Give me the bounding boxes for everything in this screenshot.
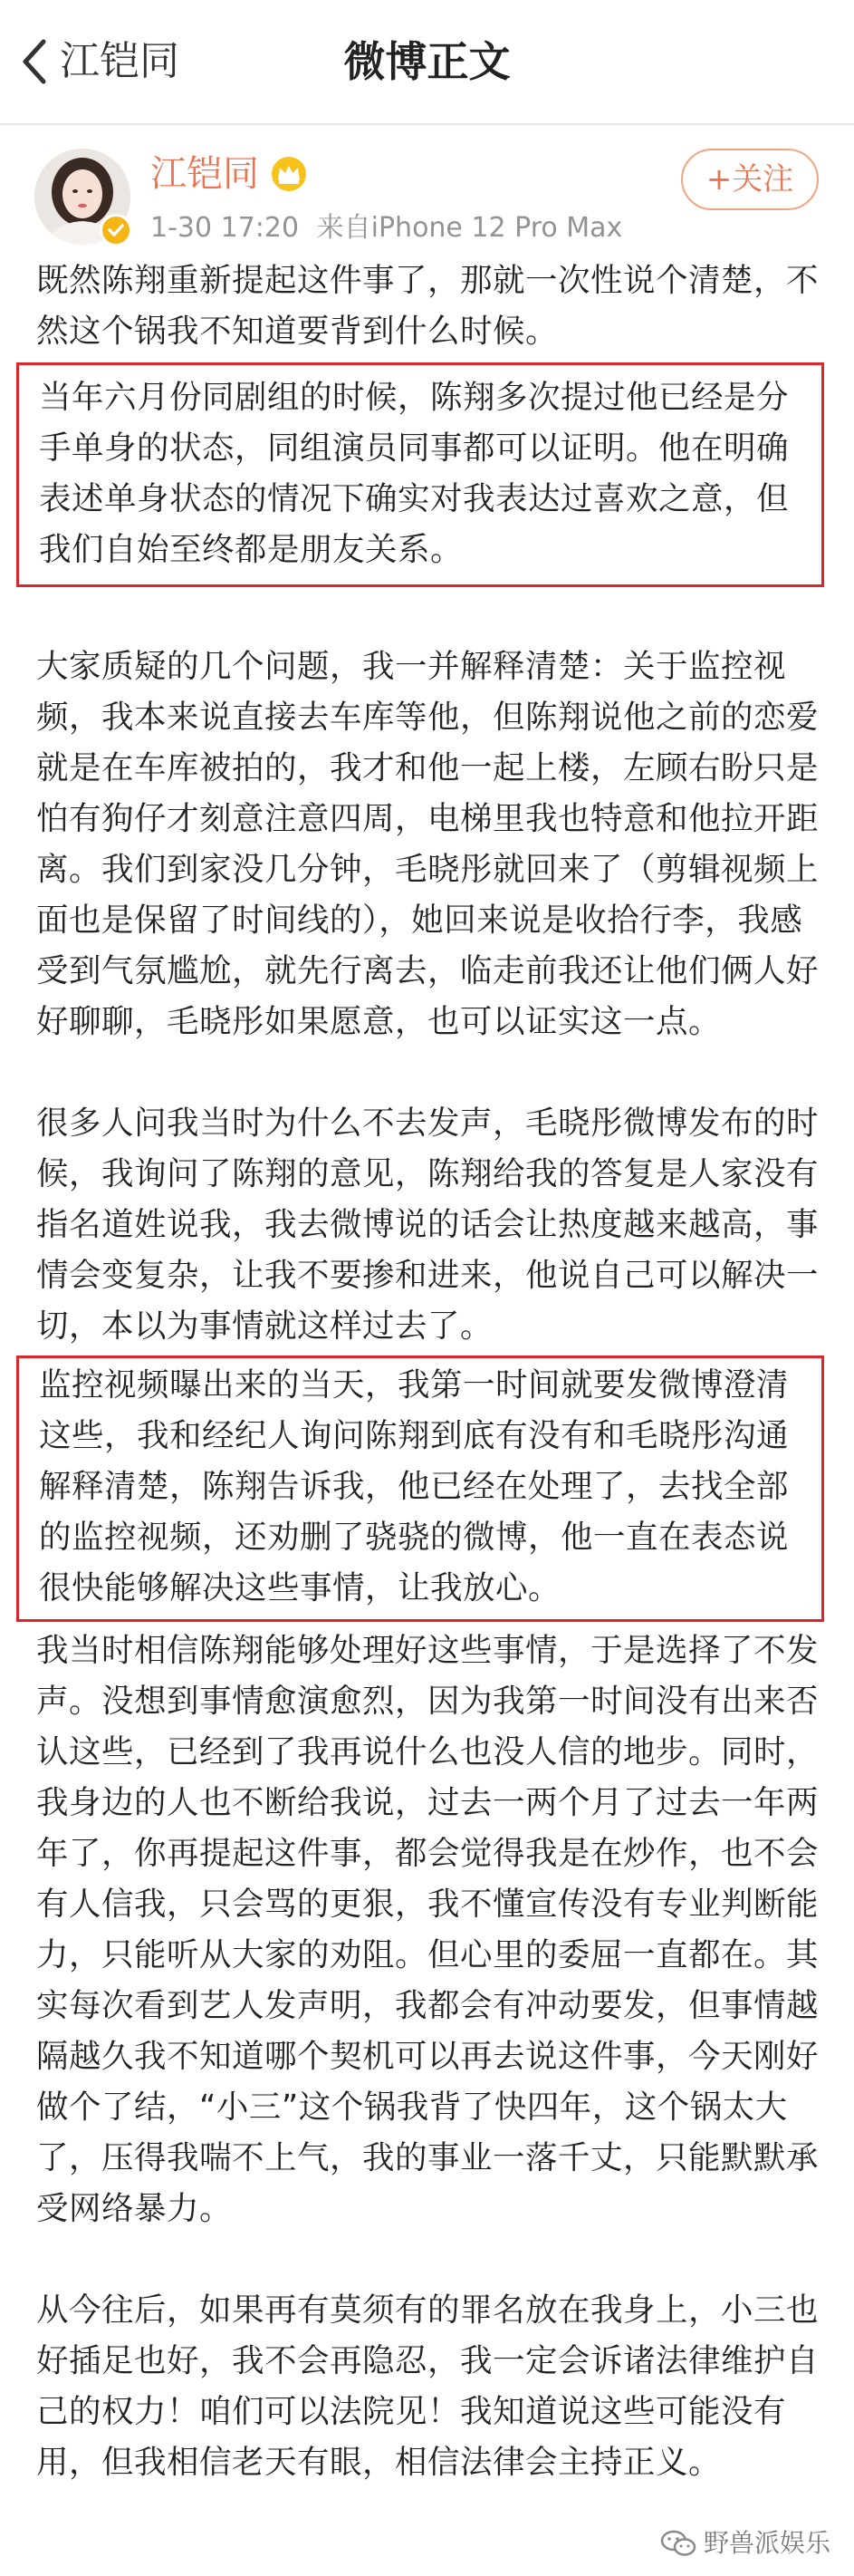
paragraph: 很多人问我当时为什么不去发声，毛晓彤微博发布的时候，我询问了陈翔的意见，陈翔给我的答复是人家没有指名道姓说我，我去微博说的话会让热度越来越高，事情会变复杂，让我不要掺和进来，他说自己可以解决一切，本以为事情就这样过去了。: [36, 1105, 820, 1345]
highlight-box: [16, 362, 824, 587]
back-label: 江铠同: [60, 38, 179, 84]
post-header: [0, 123, 854, 259]
paragraph-highlighted: 当年六月份同剧组的时候，陈翔多次提过他已经是分手单身的状态，同组演员同事都可以证明。他在明确表述单身状态的情况下确实对我表达过喜欢之意，但我们自始至终都是朋友关系。: [39, 379, 790, 568]
highlight-box: [16, 1356, 824, 1622]
paragraph: 我当时相信陈翔能够处理好这些事情，于是选择了不发声。没想到事情愈演愈烈，因为我第一时间没有出来否认这些，已经到了我再说什么也没人信的地步。同时，我身边的人也不断给我说，过去一两个月了过去一年两年了，你再提起这件事，都会觉得我是在炒作，也不会有人信我，只会骂的更狠，我不懂宣传没有专业判断能力，只能听从大家的劝阻。但心里的委屈一直都在。其实每次看到艺人发声明，我都会有冲动要发，但事情越隔越久我不知道哪个契机可以再去说这件事，今天刚好做个了结，“小三”这个锅我背了快四年，这个锅太大了，压得我喘不上气，我的事业一落千丈，只能默默承受网络暴力。: [36, 1632, 820, 2227]
paragraph: 既然陈翔重新提起这件事了，那就一次性说个清楚，不然这个锅我不知道要背到什么时候。: [36, 262, 820, 350]
post-body: [36, 256, 824, 2488]
verified-badge-icon: [100, 214, 132, 246]
wechat-icon: [660, 2529, 696, 2558]
paragraph: 从今往后，如果再有莫须有的罪名放在我身上，小三也好插足也好，我不会再隐忍，我一定会诉诸法律维护自己的权力！咱们可以法院见！我知道说这些可能没有用，但我相信老天有眼，相信法律会主持正义。: [36, 2291, 820, 2481]
post-source: 来自iPhone 12 Pro Max: [316, 212, 623, 244]
follow-button[interactable]: +关注: [681, 149, 819, 210]
author-name[interactable]: 江铠同: [150, 153, 259, 195]
watermark-text: 野兽派娱乐: [703, 2528, 830, 2558]
paragraph-highlighted: 监控视频曝出来的当天，我第一时间就要发微博澄清这些，我和经纪人询问陈翔到底有没有和毛晓彤沟通解释清楚，陈翔告诉我，他已经在处理了，去找全部的监控视频，还劝删了骁骁的微博，他一直在表态说很快能够解决这些事情，让我放心。: [39, 1366, 790, 1606]
paragraph: 大家质疑的几个问题，我一并解释清楚：关于监控视频，我本来说直接去车库等他，但陈翔说他之前的恋爱就是在车库被拍的，我才和他一起上楼，左顾右盼只是怕有狗仔才刻意注意四周，电梯里我也特意和他拉开距离。我们到家没几分钟，毛晓彤就回来了（剪辑视频上面也是保留了时间线的），她回来说是收拾行李，我感受到气氛尴尬，就先行离去，临走前我还让他们俩人好好聊聊，毛晓彤如果愿意，也可以证实这一点。: [36, 648, 820, 1040]
page-title: 微博正文: [343, 37, 511, 86]
watermark: [660, 2527, 830, 2560]
nav-bar: [0, 0, 854, 125]
crown-icon: [270, 156, 308, 192]
post-meta: [150, 210, 631, 246]
post-time: 1-30 17:20: [150, 212, 300, 244]
